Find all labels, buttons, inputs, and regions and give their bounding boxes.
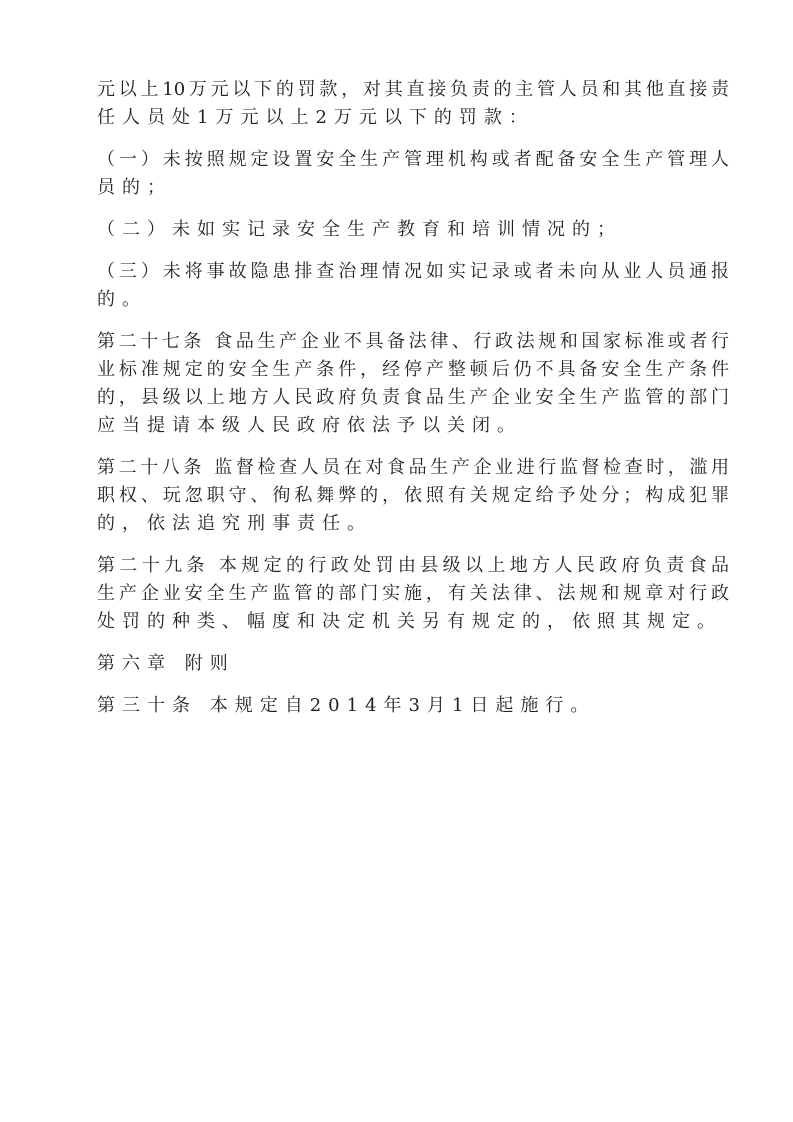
paragraph bbox=[97, 454, 729, 538]
text-line: 元以上10万元以下的罚款，对其直接负责的主管人员和其他直接责 bbox=[97, 79, 729, 100]
document-page bbox=[97, 76, 729, 734]
text-line: 的。 bbox=[97, 289, 147, 310]
paragraph bbox=[97, 692, 729, 720]
text-line: 第三十条 本规定自2014年3月1日起施行。 bbox=[97, 695, 596, 716]
text-line: 员的； bbox=[97, 177, 172, 198]
text-line: 业标准规定的安全生产条件，经停产整顿后仍不具备安全生产条件 bbox=[97, 359, 729, 380]
text-line: 任人员处1万元以上2万元以下的罚款： bbox=[97, 107, 534, 128]
paragraph bbox=[97, 216, 729, 244]
paragraph bbox=[97, 258, 729, 314]
paragraph bbox=[97, 552, 729, 636]
text-line: （三）未将事故隐患排查治理情况如实记录或者未向从业人员通报 bbox=[97, 261, 729, 282]
paragraph bbox=[97, 146, 729, 202]
text-line: 职权、玩忽职守、徇私舞弊的，依照有关规定给予处分；构成犯罪 bbox=[97, 485, 729, 506]
text-line: 第二十八条 监督检查人员在对食品生产企业进行监督检查时，滥用 bbox=[97, 457, 729, 478]
text-line: 的，依法追究刑事责任。 bbox=[97, 513, 372, 534]
text-line: 第二十九条 本规定的行政处罚由县级以上地方人民政府负责食品 bbox=[97, 555, 729, 576]
text-line: （二）未如实记录安全生产教育和培训情况的； bbox=[97, 219, 622, 240]
text-line: 应当提请本级人民政府依法予以关闭。 bbox=[97, 415, 522, 436]
paragraph bbox=[97, 328, 729, 440]
text-line: 的，县级以上地方人民政府负责食品生产企业安全生产监管的部门 bbox=[97, 387, 729, 408]
text-line: 处罚的种类、幅度和决定机关另有规定的，依照其规定。 bbox=[97, 611, 722, 632]
text-line: （一）未按照规定设置安全生产管理机构或者配备安全生产管理人 bbox=[97, 149, 729, 170]
paragraph bbox=[97, 76, 729, 132]
text-line: 生产企业安全生产监管的部门实施，有关法律、法规和规章对行政 bbox=[97, 583, 729, 604]
text-line: 第二十七条 食品生产企业不具备法律、行政法规和国家标准或者行 bbox=[97, 331, 729, 352]
paragraph bbox=[97, 650, 729, 678]
text-line: 第六章 附则 bbox=[97, 653, 235, 674]
